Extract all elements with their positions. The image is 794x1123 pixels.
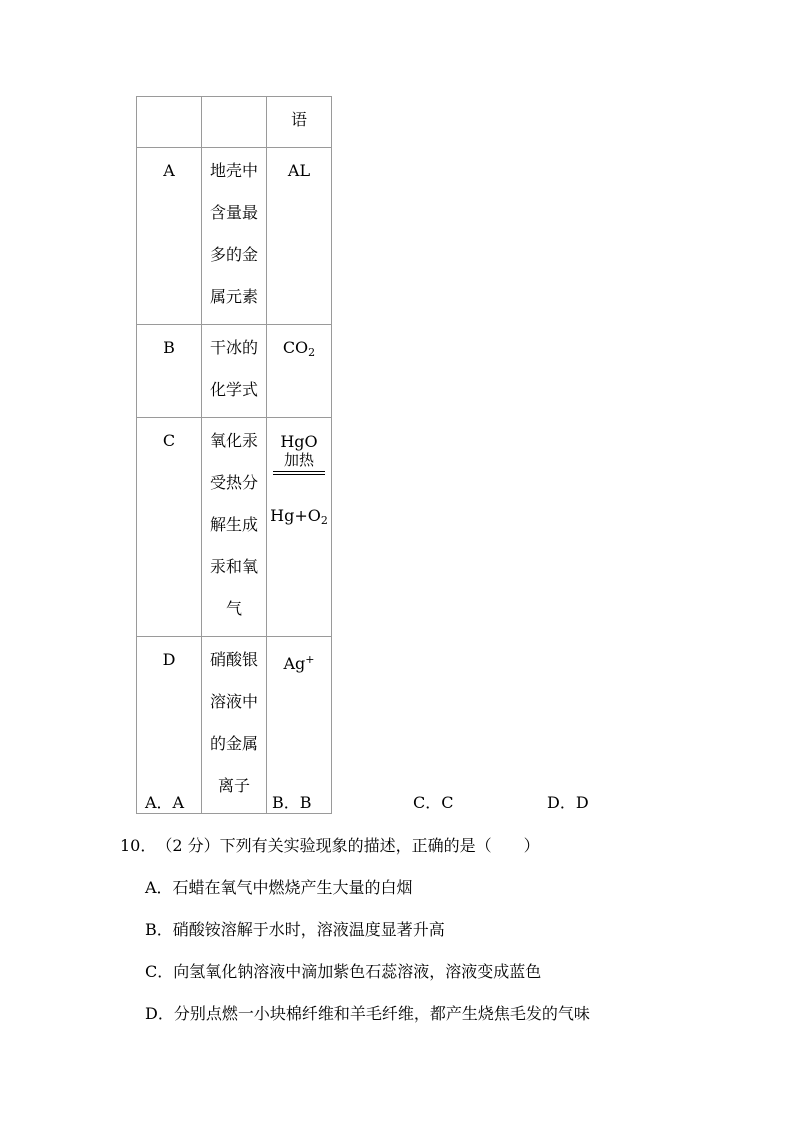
row-answer: Ag+ (267, 637, 332, 814)
row-description: 氧化汞受热分解生成汞和氧气 (202, 418, 267, 637)
q9-option-d: D．D (547, 793, 589, 812)
q9-option-b: B．B (272, 793, 312, 812)
q10-option-b: B．硝酸铵溶解于水时，溶液温度显著升高 (145, 920, 445, 939)
row-label: B (137, 325, 202, 418)
equation-double-line (273, 471, 325, 475)
row-description: 干冰的化学式 (202, 325, 267, 418)
table-row (137, 148, 332, 325)
table-row (137, 97, 332, 148)
table-row (137, 418, 332, 637)
q9-option-a: A．A (145, 793, 185, 812)
row-answer: AL (267, 148, 332, 325)
equation-condition: 加热 (283, 451, 314, 469)
row-equation: HgO 加热 $Hg+O_2$ (267, 418, 332, 637)
q9-option-c: C．C (413, 793, 454, 812)
row-answer: $CO_2$ (267, 325, 332, 418)
table-cell (202, 97, 267, 148)
q10-option-a: A．石蜡在氧气中燃烧产生大量的白烟 (145, 878, 413, 897)
table-cell (137, 97, 202, 148)
q10-option-c: C．向氢氧化钠溶液中滴加紫色石蕊溶液，溶液变成蓝色 (145, 962, 542, 981)
question-10-stem (120, 833, 540, 856)
q9-options (145, 790, 705, 814)
question-text: （2 分）下列有关实验现象的描述，正确的是（ ） (156, 836, 540, 855)
answer-table (136, 96, 332, 814)
row-description: 硝酸银溶液中的金属离子 (202, 637, 267, 814)
row-description: 地壳中含量最多的金属元素 (202, 148, 267, 325)
table-row (137, 325, 332, 418)
table-row (137, 637, 332, 814)
q10-option-d: D．分别点燃一小块棉纤维和羊毛纤维，都产生烧焦毛发的气味 (145, 1004, 590, 1023)
table-cell: 语 (267, 97, 332, 148)
row-label: C (137, 418, 202, 637)
row-label: A (137, 148, 202, 325)
question-number: 10． (120, 836, 157, 855)
row-label: D (137, 637, 202, 814)
